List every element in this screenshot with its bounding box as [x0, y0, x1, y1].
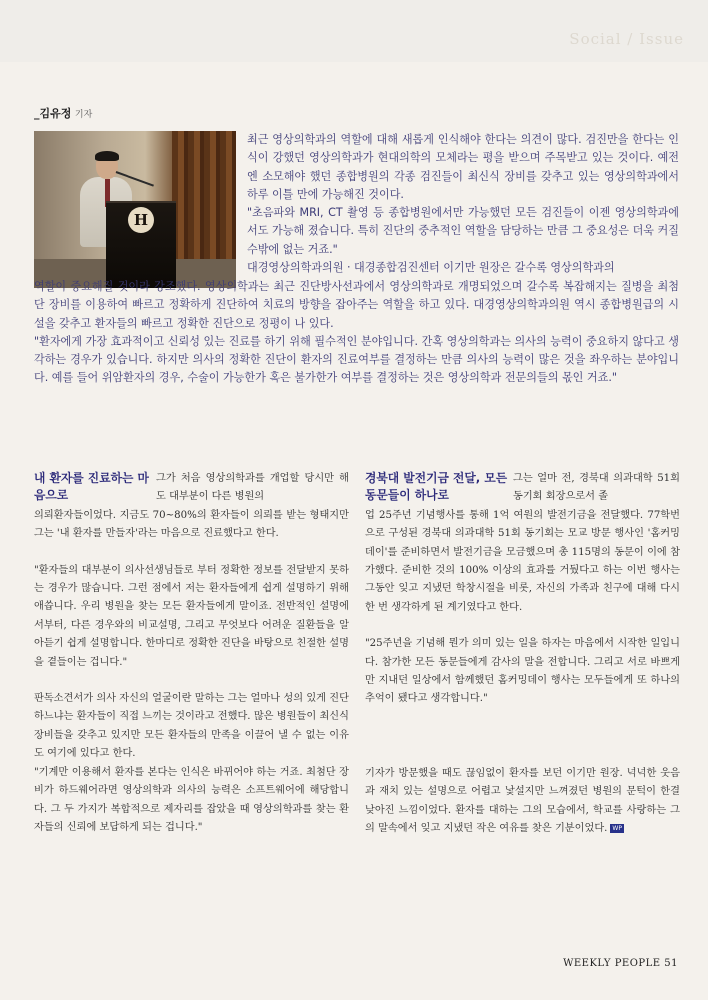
right-column: [365, 470, 680, 839]
wp-end-mark: WP: [612, 824, 622, 832]
lead-para-2-start: 대경영상의학과의원 · 대경종합검진센터 이기만 원장은 갈수록 영상의학과의: [247, 261, 615, 275]
left-column: [34, 470, 349, 837]
right-subhead: 경북대 발전기금 전달, 모든 동문들이 하나로: [365, 471, 508, 502]
right-para-1: 업 25주년 기념행사를 통해 1억 여원의 발전기금을 전달했다. 77학번으로 구성된 경북대 의과대학 51회 동기회는 모교 방문 행사인 '홈커밍데이'를 준비하면서 발전기금을 모금했으며 총 115명의 동문이 이에 참가했다. 준비한 것의 100% 이상의 효과를 거뒀다고 하는 이번 행사는 그동안 잊고 지냈던 학창시절을 비롯, 자신의 가족과 친구에 대해 다시 한 번 생각하게 된 계기였다고 한다.: [365, 509, 680, 613]
right-para-2-text: 기자가 방문했을 때도 끊임없이 환자를 보던 이기만 원장. 넉넉한 웃음과 재치 있는 설명으로 어렵고 낯설지만 느껴졌던 병원의 문턱이 한결 낮아진 느낌이었다. 환자를 대하는 그의 모습에서, 학교를 사랑하는 그의 말속에서 잊고 지냈던 작은 여유를 찾은 기분이었다.: [365, 767, 680, 835]
right-first-text: 그는 얼마 전, 경북대 의과대학 51회 동기회 회장으로서 졸: [513, 473, 680, 503]
page-footer: WEEKLY PEOPLE 51: [563, 958, 678, 969]
left-quote-2: "기계만 이용해서 환자를 본다는 인식은 바뀌어야 하는 거죠. 최첨단 장비가 하드웨어라면 영상의학과 의사의 능력은 소프트웨어에 해당합니다. 그 두 가지가 복합적으로 제자리를 잡았을 때 영상의학과를 찾는 환자들의 신뢰에 보답하게 되는 겁니다.": [34, 766, 349, 833]
byline-name: _김유정: [34, 107, 72, 120]
lead-continued: [34, 278, 679, 388]
byline-role: 기자: [74, 110, 93, 120]
left-first-text: 그가 처음 영상의학과를 개업할 당시만 해도 대부분이 다른 병원의: [156, 473, 349, 503]
photo-speaker-hair: [95, 151, 119, 161]
lead-para-2-rest: 역할이 중요해질 것이라 강조했다. 영상의학과는 최근 진단방사선과에서 영상의학과로 개명되었으며 갈수록 복잡해지는 질병을 최첨단 장비를 이용하여 빠르고 정확하게 진단하여 치료의 방향을 잡아주는 역할을 하고 있다. 대경영상의학과의원 역시 종합병원급의 시설을 갖추고 환자들의 빠르고 정확한 진단으로 정평이 나 있다.: [34, 280, 679, 330]
section-tag: Social / Issue: [569, 30, 684, 48]
lead-intro: [247, 131, 679, 277]
left-subhead: 내 환자를 진료하는 마음으로: [34, 471, 149, 502]
lead-quote-1: "초음파와 MRI, CT 촬영 등 종합병원에서만 가능했던 모든 검진들이 이젠 영상의학과에서도 가능해 졌습니다. 특히 진단의 중추적인 역할을 담당하는 만큼 그 중요성은 더욱 커질 수밖에 없는 거죠.": [247, 206, 679, 256]
podium-emblem: H: [128, 207, 154, 233]
right-quote-1: "25주년을 기념해 뭔가 의미 있는 일을 하자는 마음에서 시작한 일입니다. 참가한 모든 동문들에게 감사의 말을 전합니다. 그리고 서로 바쁘게만 지내던 일상에서 함께했던 홈커밍데이 행사는 모두들에게 또 하나의 추억이 됐다고 생각합니다.": [365, 638, 680, 705]
lead-intro-text: 최근 영상의학과의 역할에 대해 새롭게 인식해야 한다는 의견이 많다. 검진만을 한다는 인식이 강했던 영상의학과가 현대의학의 모체라는 평을 받으며 주목받고 있는 것이다. 예전엔 소모해야 했던 종합병원의 각종 검진들이 최신식 장비를 갖추고 있는 영상의학과에서 하루 이틀 만에 가능해진 것이다.: [247, 133, 679, 201]
left-para-2: 판독소견서가 의사 자신의 얼굴이란 말하는 그는 얼마나 성의 있게 진단하느냐는 환자들이 직접 느끼는 것이라고 전했다. 많은 병원들이 최신식 장비들을 갖추고 있지만 모든 환자들의 만족을 이끌어 낼 수 없는 이유도 여기에 있다고 한다.: [34, 693, 349, 760]
byline: [34, 105, 92, 121]
speaker-photo: [34, 131, 236, 288]
right-para-2: [365, 765, 680, 839]
left-quote-1: "환자들의 대부분이 의사선생님들로 부터 정확한 정보를 전달받지 못하는 경우가 많습니다. 그런 점에서 저는 환자들에게 쉽게 설명하기 위해 애씁니다. 우리 병원을 찾는 모든 환자들에게 말이죠. 전반적인 설명에서부터, 다른 경우와의 비교설명, 그리고 무엇보다 어려운 질환들을 알아듣기 쉽게 설명합니다. 한마디로 정확한 진단을 바탕으로 친절한 설명을 곁들이는 겁니다.": [34, 564, 349, 668]
lead-quote-2: "환자에게 가장 효과적이고 신뢰성 있는 진료를 하기 위해 필수적인 분야입니다. 간혹 영상의학과는 의사의 능력이 중요하지 않다고 생각하는 경우가 있습니다. 하지만 의사의 정확한 진단이 환자의 진료여부를 결정하는 만큼 의사의 능력이 많은 것을 좌우하는 분야입니다. 예를 들어 위암환자의 경우, 수술이 가능한가 혹은 불가한가 여부를 결정하는 것은 영상의학과 전문의들의 몫인 거죠.": [34, 334, 679, 385]
left-para-1: 의뢰환자들이었다. 지금도 70~80%의 환자들이 의뢰를 받는 형태지만 그는 '내 환자를 만들자'라는 마음으로 진료했다고 한다.: [34, 509, 349, 540]
